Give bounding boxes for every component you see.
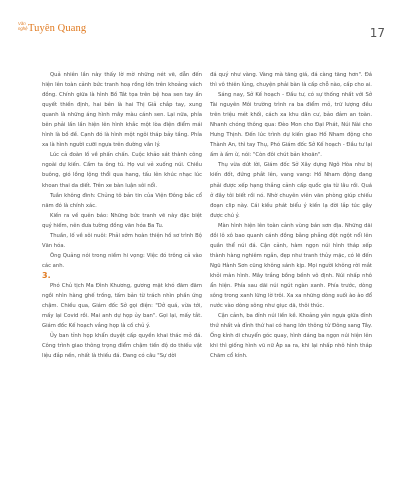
paragraph: Thuần, lố về sôi nuôi: Phải sớm hoàn thiện hồ sơ trình Bộ Văn hóa. xyxy=(42,232,202,249)
logo-small-text xyxy=(18,22,28,31)
paragraph: Sáng nay, Sở Kế hoạch - Đầu tư, có sự thống nhất với Sở Tài nguyên Môi trường trình ra ba điểm mỏ, trữ lượng đều trên triệu mét khối, cách xa khu dân cư, bảo đảm an toàn. Nhanh chóng thông qua: Đèo Mon cho Đại Phát, Núi Nài cho Hưng Thịnh. Đến lúc trình dự kiến giao Hố Nham động cho Thành An, thì tay Thụ, Phó Giám đốc Sở Kế hoạch - Đầu tư lại ấm à ấm ừ, nói: "Còn đôi chút bản khoăn". xyxy=(210,92,372,159)
logo-small-line-1: Văn xyxy=(18,21,26,26)
paragraph: Màn hình hiện lên toàn cảnh vùng bán sơn địa. Những dãi đồi lô xô bao quanh cánh đồng bằng phẳng đột ngột nổi lên quần thể núi đá. Cận cảnh, hàm ngọn núi hình tháp xếp thành hàng nghiêm ngắn, đẹp như tranh thủy mặc, có lẽ đến Ngũ Hành Sơn cũng không sánh kịp. Mọi người không rời mắt khỏi màn hình. Mây trắng bồng bềnh vô định. Núi nhấp nhô ẩn hiện. Phía sau dãi núi ngút ngàn xanh. Phía trước, dòng sông trong xanh lững lờ trôi. Xa xa những dòng suối ào ào đổ nước vào dòng sông như giục dã, thôi thúc. xyxy=(210,222,372,310)
page-number: 17 xyxy=(369,26,385,40)
paragraph: Lúc cả đoàn lồ về phấn chấn. Cuộc khảo sát thành công ngoài dự kiến. Cầm ta ông tú. Họ vui vẻ xuống núi. Chiều buông, gió lồng lộng thổi qua hang, tấu lên khúc nhạc lúc khoan thai da diết. Trên xe bàn luận sôi nổi. xyxy=(42,152,202,189)
logo-main-text: Tuyên Quang xyxy=(28,23,87,34)
paragraph: Quả nhiên lần này thấy lờ mờ những nét vẽ, dẫn đến hiện lên toàn cảnh bức tranh hoạ rồng lớn trên khoảng vách đồng. Chính giữa là hình Bồ Tát tọa trên bệ hoa sen tay ấn quyết thiền định, hai bên là hai Thị Giả chắp tay, xung quanh là những áng hình mây màu cánh sen. Lại nữa, phía bên phải lần lần hiện lên hình khắc một lòa điện điểm mái hình là bồ đề. Cạnh đó là hình một ngôi tháp bảy tầng. Phía xa là hình người cưỡi ngựa trên đường vân lý. xyxy=(42,72,202,149)
paragraph: Ủy ban tỉnh họp khẩn duyệt cấp quyền khai thác mỏ đá. Công trình giao thông trọng điểm chậm tiến độ do thiếu vật liệu đắp nền, nhất là thiếu đá. Đang có câu "Sự dời xyxy=(42,333,202,360)
paragraph: Kiến ra về quên báo: Những bức tranh vẽ này đặc biệt quý hiếm, nên đưa tường đồng văn hóa Ba Tu. xyxy=(42,212,202,229)
left-column xyxy=(42,70,202,361)
paragraph: Phó Chủ tịch Ma Đình Khương, gương mặt khó đăm đăm ngồi nhìn hàng ghế trống, tấm bản từ trách nhìn phần ứng chậm. Chiều qua, Giám đốc Sở gọi điện: "Dở quá, vừa tới, mấy lại Covid rồi. Mai anh dự họp ủy ban". Gọi lại, mấy tắt. Giám đốc Kế hoạch vắng họp là cố chủ ý. xyxy=(42,282,202,330)
section-number: 3. xyxy=(42,270,51,280)
paragraph: Thụ vừa dứt lời, Giám đốc Sở Xây dựng Ngô Hòa như bị kiến đốt, đứng phắt lên, vang vang: Hố Nham động đang phải được xếp hạng thắng cảnh cấp quốc gia từ lâu rồi. Quá ở đây tôi biết rồi nó. Nhờ chuyên viên văn phòng giúp chiếu đoạn clip này. Cái kiều phát biểu ý kiến lạ đời lắp túc gây được chú ý. xyxy=(210,162,372,219)
paragraph: Cận cảnh, ba đỉnh núi liền kề. Khoảng yên ngựa giữa đỉnh thứ nhất và đỉnh thứ hai có hang lớn thông từ Đông sang Tây. Ống kính di chuyển góc quay, hình dáng ba ngọn núi hiện lên khi thì giống hình vũ nữ Áp sa ra, khi lại nhấp nhô hình tháp Chăm cổ kính. xyxy=(210,313,372,360)
paragraph: đá quý như vàng. Vàng mà tăng giá, đá càng tăng hơn". Đá thì vô thiên lủng, chuyện phải bàn là cấp chỗ nào, cấp cho ai. xyxy=(210,72,372,89)
logo-small-line-2: nghệ xyxy=(18,25,28,31)
paragraph: Ông Quảng nói trong niềm hi vọng: Việc đó trông cả vào các anh. xyxy=(42,252,202,269)
paragraph: Tuần không đình: Chủng tô bản tin của Viện Đông bắc cổ năm đó là chính xác. xyxy=(42,192,202,209)
right-column xyxy=(210,70,372,361)
